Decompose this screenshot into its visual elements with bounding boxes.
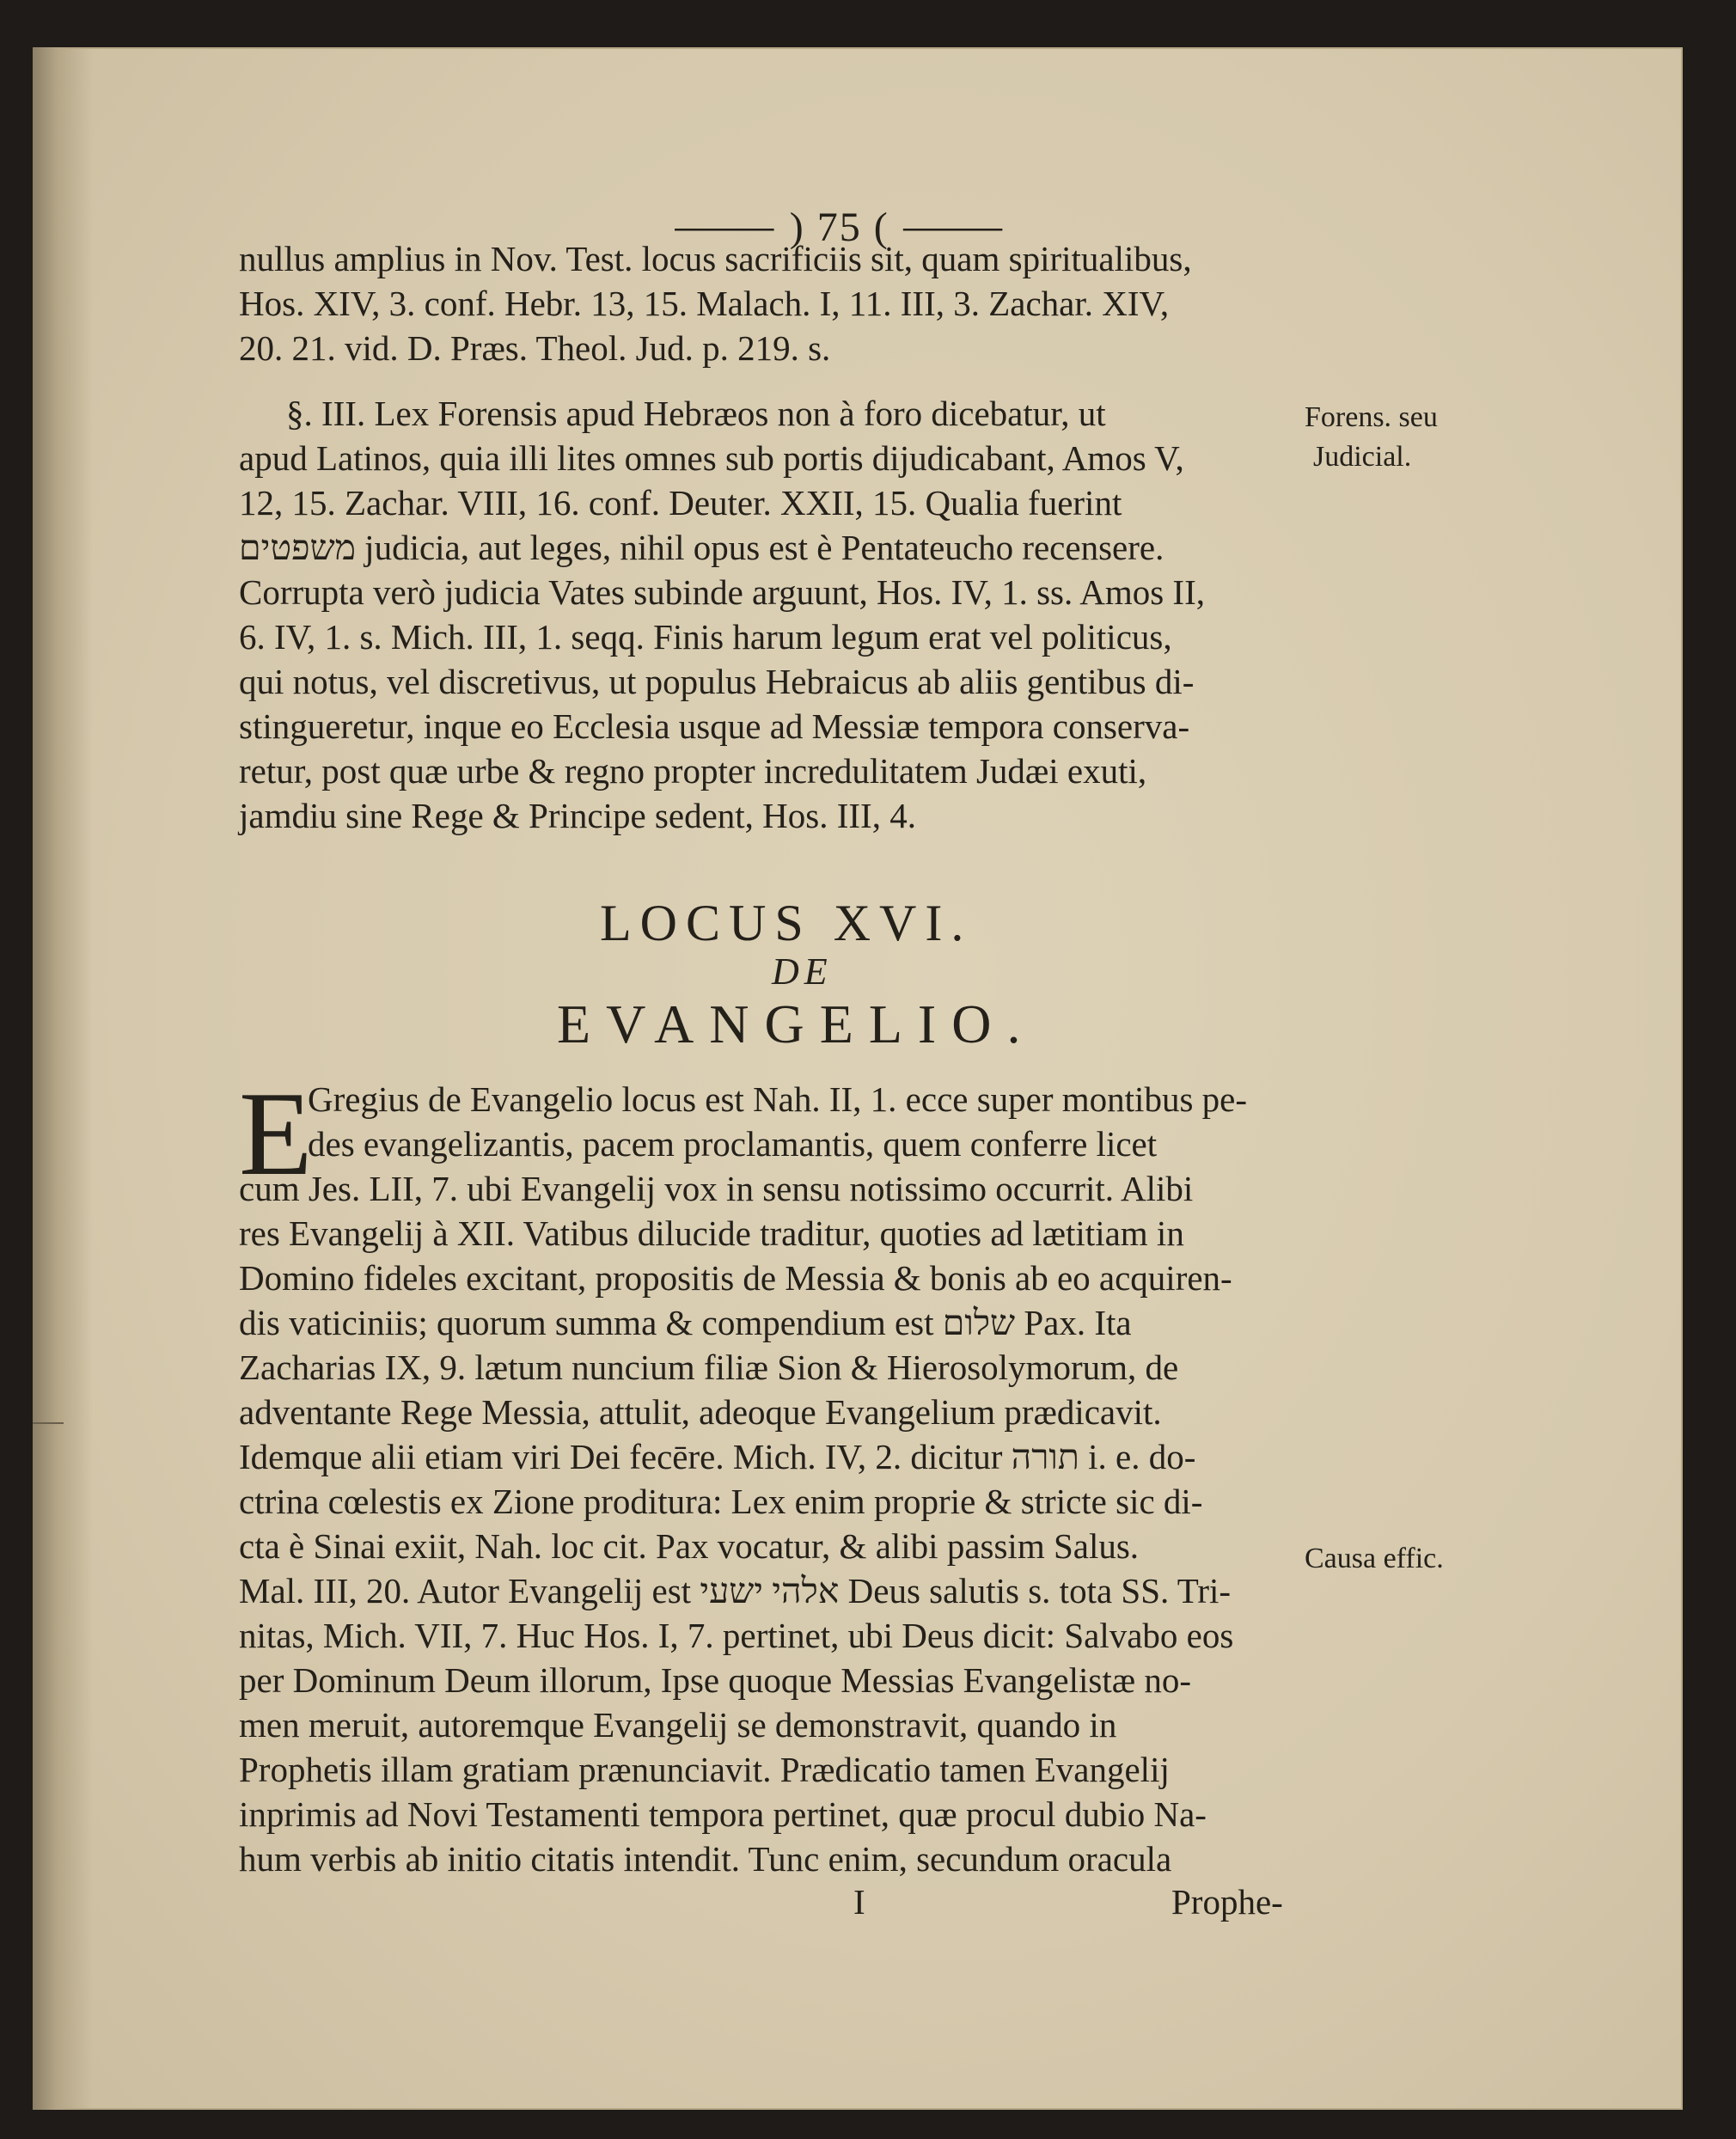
- section-title: EVANGELIO.: [557, 993, 1036, 1054]
- catchword: Prophe-: [1171, 1882, 1283, 1922]
- text-line: Mal. III, 20. Autor Evangelij est אלהי ישעי Deus salutis s. tota SS. Tri-: [239, 1571, 1232, 1610]
- text-line: des evangelizantis, pacem proclamantis, quem conferre licet: [308, 1124, 1158, 1164]
- text-line: dis vaticiniis; quorum summa & compendium est שלום Pax. Ita: [239, 1303, 1132, 1342]
- text-line: men meruit, autoremque Evangelij se demonstravit, quando in: [239, 1705, 1117, 1745]
- text-line: Corrupta verò judicia Vates subinde arguunt, Hos. IV, 1. ss. Amos II,: [239, 572, 1205, 612]
- text-line: stingueretur, inque eo Ecclesia usque ad Messiæ tempora conserva-: [239, 706, 1190, 746]
- margin-note-causa: Causa effic.: [1305, 1543, 1444, 1574]
- margin-note-forensis: Forens. seu: [1305, 401, 1438, 433]
- text-line: qui notus, vel discretivus, ut populus Hebraicus ab aliis gentibus di-: [239, 662, 1195, 701]
- section-heading-de: DE: [772, 950, 833, 993]
- text-line: nitas, Mich. VII, 7. Huc Hos. I, 7. pertinet, ubi Deus dicit: Salvabo eos: [239, 1616, 1234, 1655]
- margin-note-judicial: Judicial.: [1313, 441, 1412, 473]
- text-line: משפטים judicia, aut leges, nihil opus est è Pentateucho recensere.: [239, 528, 1164, 567]
- text-line: Gregius de Evangelio locus est Nah. II, 1. ecce super montibus pe-: [308, 1079, 1248, 1119]
- text-line: Hos. XIV, 3. conf. Hebr. 13, 15. Malach. I, 11. III, 3. Zachar. XIV,: [239, 284, 1170, 323]
- text-line: nullus amplius in Nov. Test. locus sacrificiis sit, quam spiritualibus,: [239, 239, 1192, 278]
- text-line: 12, 15. Zachar. VIII, 16. conf. Deuter. XXII, 15. Qualia fuerint: [239, 483, 1122, 523]
- text-line: per Dominum Deum illorum, Ipse quoque Messias Evangelistæ no-: [239, 1660, 1191, 1700]
- text-line: jamdiu sine Rege & Principe sedent, Hos. III, 4.: [239, 796, 916, 835]
- text-line: res Evangelij à XII. Vatibus dilucide traditur, quoties ad lætitiam in: [239, 1213, 1184, 1253]
- text-line: hum verbis ab initio citatis intendit. Tunc enim, secundum oracula: [239, 1839, 1172, 1879]
- text-line: Idemque alii etiam viri Dei fecēre. Mich. IV, 2. dicitur תורה i. e. do-: [239, 1437, 1196, 1476]
- book-page: [33, 47, 1683, 2110]
- text-line: 20. 21. vid. D. Præs. Theol. Jud. p. 219. s.: [239, 328, 831, 368]
- text-line: Zacharias IX, 9. lætum nuncium filiæ Sion & Hierosolymorum, de: [239, 1348, 1179, 1387]
- section-heading-locus: LOCUS XVI.: [600, 895, 973, 951]
- page-gutter-shadow: [33, 47, 93, 2110]
- text-line: apud Latinos, quia illi lites omnes sub portis dijudicabant, Amos V,: [239, 438, 1184, 478]
- text-line: Prophetis illam gratiam prænunciavit. Prædicatio tamen Evangelij: [239, 1750, 1170, 1789]
- margin-tick-mark: [33, 1422, 64, 1424]
- text-line: §. III. Lex Forensis apud Hebræos non à foro dicebatur, ut: [286, 394, 1106, 433]
- signature-mark: I: [853, 1882, 865, 1922]
- text-line: inprimis ad Novi Testamenti tempora pertinet, quæ procul dubio Na-: [239, 1794, 1207, 1834]
- text-line: 6. IV, 1. s. Mich. III, 1. seqq. Finis harum legum erat vel politicus,: [239, 617, 1172, 657]
- text-line: cta è Sinai exiit, Nah. loc cit. Pax vocatur, & alibi passim Salus.: [239, 1526, 1140, 1566]
- text-line: ctrina cœlestis ex Zione proditura: Lex enim proprie & stricte sic di-: [239, 1482, 1203, 1521]
- running-head: ⸻ ) 75 ( ⸻: [673, 205, 1006, 250]
- text-line: retur, post quæ urbe & regno propter incredulitatem Judæi exuti,: [239, 751, 1147, 791]
- text-line: adventante Rege Messia, attulit, adeoque Evangelium prædicavit.: [239, 1392, 1162, 1432]
- text-line: Domino fideles excitant, propositis de Messia & bonis ab eo acquiren-: [239, 1258, 1232, 1298]
- text-line: cum Jes. LII, 7. ubi Evangelij vox in sensu notissimo occurrit. Alibi: [239, 1169, 1194, 1208]
- drop-cap: E: [239, 1067, 313, 1201]
